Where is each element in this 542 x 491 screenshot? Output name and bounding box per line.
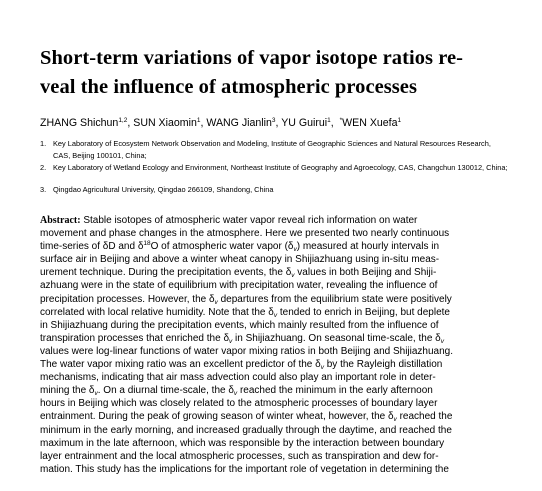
affiliation-number: 1. bbox=[40, 139, 47, 148]
subscript: v bbox=[291, 272, 295, 280]
corresponding-author-mark: * bbox=[339, 117, 343, 124]
abstract-line: mation. This study has the implications for the important role of vegetation in determining the bbox=[40, 463, 449, 475]
abstract-line: minimum in the early morning, and increased gradually through the daytime, and reached the bbox=[40, 424, 452, 436]
author-affiliation-mark: 1 bbox=[327, 117, 331, 124]
abstract-line: movement and phase changes in the atmosphere. Here we presented two nearly continuous bbox=[40, 228, 450, 240]
affiliation-number: 3. bbox=[40, 185, 47, 194]
abstract-label: Abstract: bbox=[40, 215, 81, 226]
paper-title bbox=[40, 44, 510, 102]
subscript: v bbox=[273, 311, 278, 319]
abstract-line: mechanisms, indicating that air mass advection could also play an important role in deter- bbox=[40, 372, 436, 384]
author-name: SUN Xiaomin bbox=[133, 117, 197, 129]
abstract-line: maximum in the late afternoon, which was responsible by the interaction between boundary bbox=[40, 437, 445, 449]
abstract-line: time-series of δD and $\delta^{18}O$ of atmospheric water vapor $(\delta_v)$ measured at hourly intervals in bbox=[40, 240, 440, 254]
abstract-line: transpiration processes that enriched the $\delta_v$ in Shijiazhuang. On seasonal time-scale, the $\delta_v$ bbox=[40, 332, 444, 345]
abstract-line: surface air in Beijing and above a winter wheat canopy in Shijiazhuang using in-situ meas- bbox=[40, 254, 440, 266]
affiliation bbox=[40, 162, 510, 174]
abstract-line: hours in Beijing which was closely related to the atmospheric processes of boundary layer bbox=[40, 398, 438, 410]
affiliation-number: 2. bbox=[40, 163, 47, 172]
author-separator: , bbox=[275, 117, 282, 129]
subscript: v bbox=[440, 337, 444, 345]
abstract-line: values were log-linear functions of water vapor mixing ratios in both Beijing and Shijiazhuang. bbox=[40, 345, 454, 357]
affiliation-text: Qingdao Agricultural University, Qingdao 266109, Shandong, China bbox=[53, 185, 274, 194]
abstract-line: azhuang were in the state of equilibrium with precipitation water, revealing the influence of bbox=[40, 280, 438, 292]
title-line: Short-term variations of vapor isotope ratios re- bbox=[40, 47, 464, 69]
affiliation bbox=[40, 138, 510, 161]
abstract-line: The water vapor mixing ratio was an excellent predictor of the $\delta_v$ by the Rayleigh distillation bbox=[40, 359, 443, 372]
title-line: veal the influence of atmospheric processes bbox=[40, 76, 417, 98]
author-separator: , bbox=[330, 117, 340, 129]
author-affiliation-mark: 1,2 bbox=[118, 117, 128, 124]
affiliation-text: Key Laboratory of Wetland Ecology and Environment, Northeast Institute of Geography and Agroecology, CAS, Changchun 130012, China; bbox=[53, 163, 508, 172]
affiliation bbox=[40, 184, 510, 196]
subscript: v bbox=[293, 246, 297, 254]
author-name: WANG Jianlin bbox=[206, 117, 272, 129]
author-affiliation-mark: 1 bbox=[196, 117, 201, 124]
abstract-line: mining the $\delta_v$. On a diurnal time-scale, the $\delta_v$ reached the minimum in the early afternoon bbox=[40, 385, 433, 398]
abstract bbox=[40, 214, 500, 476]
author-affiliation-mark: 1 bbox=[397, 117, 402, 124]
author-separator: , bbox=[200, 117, 207, 129]
author-name: ZHANG Shichun bbox=[40, 117, 119, 129]
subscript: v bbox=[94, 390, 98, 398]
superscript: 18 bbox=[143, 240, 151, 248]
abstract-line: in Shijiazhuang during the precipitation events, which mainly resulted from the influence of bbox=[40, 319, 439, 331]
author-name: WEN Xuefa bbox=[342, 117, 398, 129]
subscript: v bbox=[233, 390, 238, 398]
author-affiliation-mark: 3 bbox=[271, 117, 276, 124]
abstract-line: entrainment. During the peak of growing season of winter wheat, however, the $\delta_v$ reached the bbox=[40, 411, 453, 424]
abstract-line: correlated with local relative humidity. Note that the $\delta_v$ tended to enrich in Beijing, but deplete bbox=[40, 306, 450, 319]
abstract-line bbox=[40, 214, 500, 227]
abstract-line: precipitation processes. However, the $\delta_v$ departures from the equilibrium state were positively bbox=[40, 293, 452, 306]
subscript: v bbox=[214, 298, 218, 306]
abstract-line-text: Stable isotopes of atmospheric water vapor reveal rich information on water bbox=[80, 215, 418, 226]
author-list bbox=[40, 116, 510, 130]
author-name: YU Guirui bbox=[281, 117, 328, 129]
subscript: v bbox=[320, 364, 324, 372]
affiliation-text: Key Laboratory of Ecosystem Network Observation and Modeling, Institute of Geographic Sciences and Natural Resources Research, CAS, Beijing 100101, China; bbox=[53, 139, 491, 160]
abstract-line: layer entrainment and the local atmospheric processes, such as transpiration and dew for- bbox=[40, 450, 439, 462]
subscript: v bbox=[229, 337, 233, 345]
abstract-line: urement technique. During the precipitation events, the $\delta_v$ values in both Beijing and Shiji- bbox=[40, 267, 437, 280]
subscript: v bbox=[393, 416, 397, 424]
author-separator: , bbox=[127, 117, 134, 129]
